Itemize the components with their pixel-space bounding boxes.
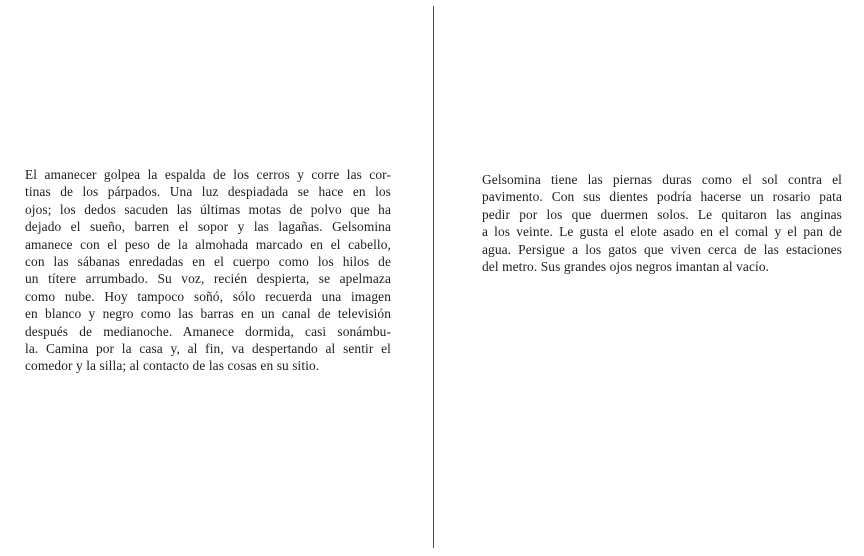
paragraph-line: amanece con el peso de la almohada marcado en el cabello, (25, 236, 391, 252)
paragraph-line: pedir por los que duermen solos. Le quitaron las anginas (482, 206, 842, 222)
paragraph-line: comedor y la silla; al contacto de las cosas en su sitio. (25, 358, 320, 374)
paragraph-line: ojos; los dedos sacuden las últimas motas de polvo que ha (25, 201, 391, 217)
right-page-paragraph (482, 171, 842, 275)
left-page-paragraph (25, 166, 391, 375)
paragraph-line: El amanecer golpea la espalda de los cerros y corre las cor- (25, 167, 391, 182)
paragraph-line: como nube. Hoy tampoco soñó, sólo recuerda una imagen (25, 288, 391, 304)
paragraph-line: pavimento. Con sus dientes podría hacerse un rosario pata (482, 189, 842, 205)
paragraph-line: Gelsomina tiene las piernas duras como el sol contra el (482, 172, 842, 187)
paragraph-line: a los veinte. Le gusta el elote asado en el comal y el pan de (482, 224, 842, 240)
paragraph-line: con las sábanas enredadas en el cuerpo como los hilos de (25, 254, 391, 270)
paragraph-line: dejado el sueño, barren el sopor y las lagañas. Gelsomina (25, 219, 391, 235)
paragraph-line: después de medianoche. Amanece dormida, casi sonámbu- (25, 323, 391, 339)
paragraph-line: la. Camina por la casa y, al fin, va despertando al sentir el (25, 341, 391, 357)
paragraph-line: tinas de los párpados. Una luz despiadada se hace en los (25, 184, 391, 200)
right-page (434, 0, 864, 556)
paragraph-line: del metro. Sus grandes ojos negros imantan al vacío. (482, 259, 770, 275)
paragraph-line: agua. Persigue a los gatos que viven cerca de las estaciones (482, 241, 842, 257)
paragraph-line: en blanco y negro como las barras en un canal de televisión (25, 306, 391, 322)
paragraph-line: un títere arrumbado. Su voz, recién despierta, se apelmaza (25, 271, 391, 287)
